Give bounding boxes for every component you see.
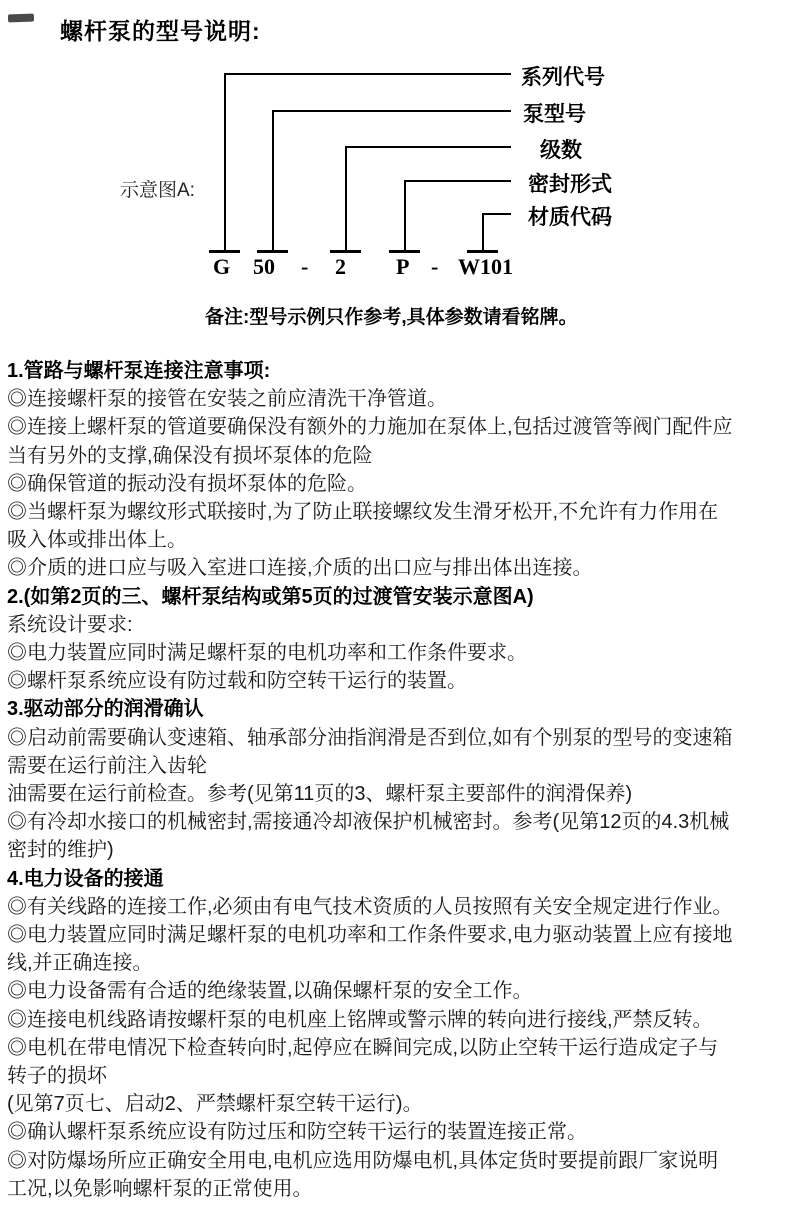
body-line: ◎连接电机线路请按螺杆泵的电机座上铭牌或警示牌的转向进行接线,严禁反转。 (7, 1008, 713, 1031)
body-line: ◎有关线路的连接工作,必须由有电气技术资质的人员按照有关安全规定进行作业。 (7, 895, 733, 918)
leader-line-material (482, 213, 511, 215)
code-part-material: W101 (458, 254, 513, 279)
section-heading: 4.电力设备的接通 (7, 867, 164, 890)
code-part-model: 50 (253, 254, 275, 279)
branch-label-material: 材质代码 (528, 205, 612, 229)
section-heading: 1.管路与螺杆泵连接注意事项: (7, 360, 271, 382)
body-line: ◎电力装置应同时满足螺杆泵的电机功率和工作条件要求,电力驱动装置上应有接地 (7, 924, 733, 947)
branch-label-stages: 级数 (540, 138, 582, 162)
body-line: ◎电力设备需有合适的绝缘装置,以确保螺杆泵的安全工作。 (7, 980, 533, 1003)
leader-line-stages (345, 146, 511, 148)
code-part-dash2: - (431, 254, 439, 279)
body-line: 密封的维护) (7, 839, 114, 862)
body-line: 当有另外的支撑,确保没有损坏泵体的危险 (7, 444, 373, 467)
connector-line-seal (404, 180, 406, 252)
branch-label-series: 系列代号 (521, 65, 605, 89)
diagram-note: 备注:型号示例只作参考,具体参数请看铭牌。 (205, 307, 578, 328)
code-base-line-material (467, 250, 498, 253)
branch-label-model: 泵型号 (523, 102, 586, 126)
body-line: ◎电机在带电情况下检查转向时,起停应在瞬间完成,以防止空转干运行造成定子与 (7, 1036, 719, 1059)
body-line: 需要在运行前注入齿轮 (7, 754, 207, 777)
body-line: ◎当螺杆泵为螺纹形式联接时,为了防止联接螺纹发生滑牙松开,不允许有力作用在 (7, 501, 719, 524)
model-code-diagram (0, 0, 790, 345)
body-line: ◎有冷却水接口的机械密封,需接通冷却液保护机械密封。参考(见第12页的4.3机械 (7, 811, 730, 834)
section-heading: 3.驱动部分的润滑确认 (7, 698, 204, 721)
body-line: ◎电力装置应同时满足螺杆泵的电机功率和工作条件要求。 (7, 642, 527, 665)
body-line: ◎对防爆场所应正确安全用电,电机应选用防爆电机,具体定货时要提前跟厂家说明 (7, 1149, 719, 1172)
body-line: 系统设计要求: (7, 613, 133, 636)
code-part-series: G (213, 254, 231, 279)
leader-line-model (272, 110, 511, 112)
section-heading: 2.(如第2页的三、螺杆泵结构或第5页的过渡管安装示意图A) (7, 585, 534, 608)
connector-line-stages (345, 146, 347, 252)
body-line: ◎介质的进口应与吸入室进口连接,介质的出口应与排出体出连接。 (7, 557, 593, 580)
connector-line-series (224, 73, 226, 252)
connector-line-model (272, 110, 274, 252)
connector-line-material (482, 213, 484, 252)
body-line: ◎连接上螺杆泵的管道要确保没有额外的力施加在泵体上,包括过渡管等阀门配件应 (7, 416, 733, 439)
code-part-dash1: - (301, 254, 309, 279)
body-text (7, 357, 785, 1203)
code-base-line-stages (330, 250, 361, 253)
body-line: ◎连接螺杆泵的接管在安装之前应清洗干净管道。 (7, 388, 447, 411)
body-line: 线,并正确连接。 (7, 952, 153, 975)
leader-line-series (224, 73, 511, 75)
leader-line-seal (404, 180, 511, 182)
body-line: (见第7页七、启动2、严禁螺杆泵空转干运行)。 (7, 1093, 423, 1116)
body-line: ◎确认螺杆泵系统应设有防过压和防空转干运行的装置连接正常。 (7, 1121, 587, 1144)
code-base-line-model (257, 250, 288, 253)
body-line: 转子的损坏 (7, 1065, 107, 1088)
code-base-line-series (209, 250, 240, 253)
code-part-stages: 2 (335, 254, 346, 279)
page-title: 螺杆泵的型号说明: (60, 18, 261, 44)
body-line: ◎螺杆泵系统应设有防过载和防空转干运行的装置。 (7, 670, 467, 693)
body-line: ◎确保管道的振动没有损坏泵体的危险。 (7, 472, 367, 495)
body-line: 工况,以免影响螺杆泵的正常使用。 (7, 1177, 313, 1200)
code-base-line-seal (389, 250, 420, 253)
body-line: ◎启动前需要确认变速箱、轴承部分油指润滑是否到位,如有个别泵的型号的变速箱 (7, 726, 733, 749)
code-part-seal: P (396, 254, 410, 279)
body-line: 吸入体或排出体上。 (7, 529, 187, 552)
diagram-caption: 示意图A: (120, 180, 195, 201)
body-line: 油需要在运行前检查。参考(见第11页的3、螺杆泵主要部件的润滑保养) (7, 783, 633, 806)
branch-label-seal: 密封形式 (528, 172, 612, 196)
